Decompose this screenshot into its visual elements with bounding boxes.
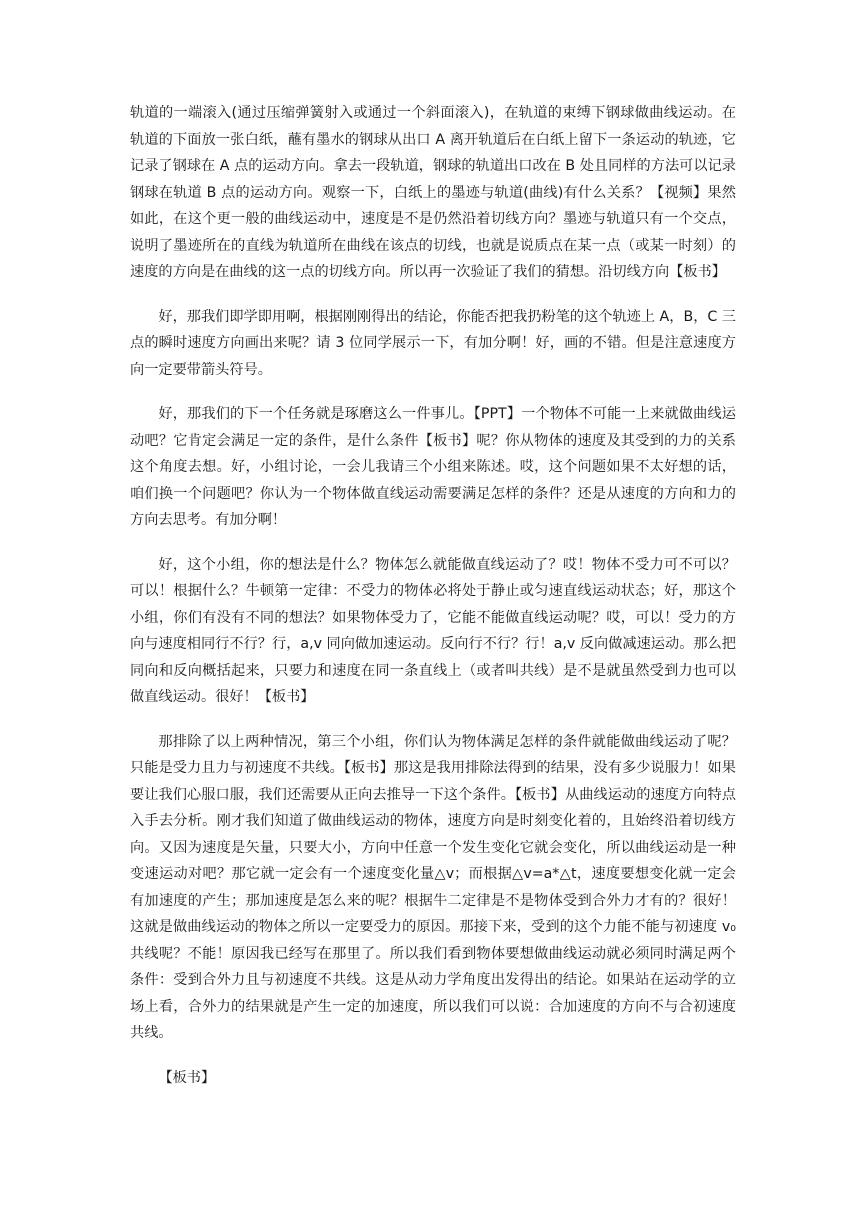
paragraph-3: 好，那我们的下一个任务就是琢磨这么一件事儿。【PPT】一个物体不可能一上来就做曲线运动吧？它肯定会满足一定的条件，是什么条件【板书】呢？你从物体的速度及其受到的力的关系这个角度去想。好，小组讨论，一会儿我请三个小组来陈述。哎，这个问题如果不太好想的话，咱们换一个问题吧？你认为一个物体做直线运动需要满足怎样的条件？还是从速度的方向和力的方向去思考。有加分啊！ (130, 406, 736, 528)
paragraph-2: 好，那我们即学即用啊，根据刚刚得出的结论，你能否把我扔粉笔的这个轨迹上 A，B，C 三点的瞬时速度方向画出来呢？请 3 位同学展示一下，有加分啊！好，画的不错。但是注意速度方向一定要带箭头符号。 (130, 308, 736, 378)
paragraph-1: 轨道的一端滚入(通过压缩弹簧射入或通过一个斜面滚入)，在轨道的束缚下钢球做曲线运动。在轨道的下面放一张白纸，蘸有墨水的钢球从出口 A 离开轨道后在白纸上留下一条运动的轨迹，它记录了钢球在 A 点的运动方向。拿去一段轨道，钢球的轨道出口改在 B 处且同样的方法可以记录钢球在轨道 B 点的运动方向。观察一下，白纸上的墨迹与轨道(曲线)有什么关系？【视频】果然如此，在这个更一般的曲线运动中，速度是不是仍然沿着切线方向？墨迹与轨道只有一个交点，说明了墨迹所在的直线为轨道所在曲线在该点的切线，也就是说质点在某一点（或某一时刻）的速度的方向是在曲线的这一点的切线方向。所以再一次验证了我们的猜想。沿切线方向【板书】 (130, 105, 736, 280)
paragraph-4: 好，这个小组，你的想法是什么？物体怎么就能做直线运动了？哎！物体不受力可不可以？可以！根据什么？牛顿第一定律：不受力的物体必将处于静止或匀速直线运动状态；好，那这个小组，你们有没有不同的想法？如果物体受力了，它能不能做直线运动呢？哎，可以！受力的方向与速度相同行不行？行，a,v 同向做加速运动。反向行不行？行！a,v 反向做减速运动。那么把同向和反向概括起来，只要力和速度在同一条直线上（或者叫共线）是不是就虽然受到力也可以做直线运动。很好！【板书】 (130, 556, 736, 705)
document-body (130, 100, 736, 1109)
paragraph-6: 【板书】 (158, 1069, 216, 1086)
paragraph-5: 那排除了以上两种情况，第三个小组，你们认为物体满足怎样的条件就能做曲线运动了呢？只能是受力且力与初速度不共线。【板书】那这是我用排除法得到的结果，没有多少说服力！如果要让我们心服口服，我们还需要从正向去推导一下这个条件。【板书】从曲线运动的速度方向特点入手去分析。刚才我们知道了做曲线运动的物体，速度方向是时刻变化着的，且始终沿着切线方向。又因为速度是矢量，只要大小，方向中任意一个发生变化它就会变化，所以曲线运动是一种变速运动对吧？那它就一定会有一个速度变化量△v；而根据△v=a*△t，速度要想变化就一定会有加速度的产生；那加速度是怎么来的呢？根据牛二定律是不是物体受到合外力才有的？很好！这就是做曲线运动的物体之所以一定要受力的原因。那接下来，受到的这个力能不能与初速度 v₀ 共线呢？不能！原因我已经写在那里了。所以我们看到物体要想做曲线运动就必须同时满足两个条件：受到合外力且与初速度不共线。这是从动力学角度出发得出的结论。如果站在运动学的立场上看，合外力的结果就是产生一定的加速度，所以我们可以说：合加速度的方向不与合初速度共线。 (130, 733, 736, 1041)
